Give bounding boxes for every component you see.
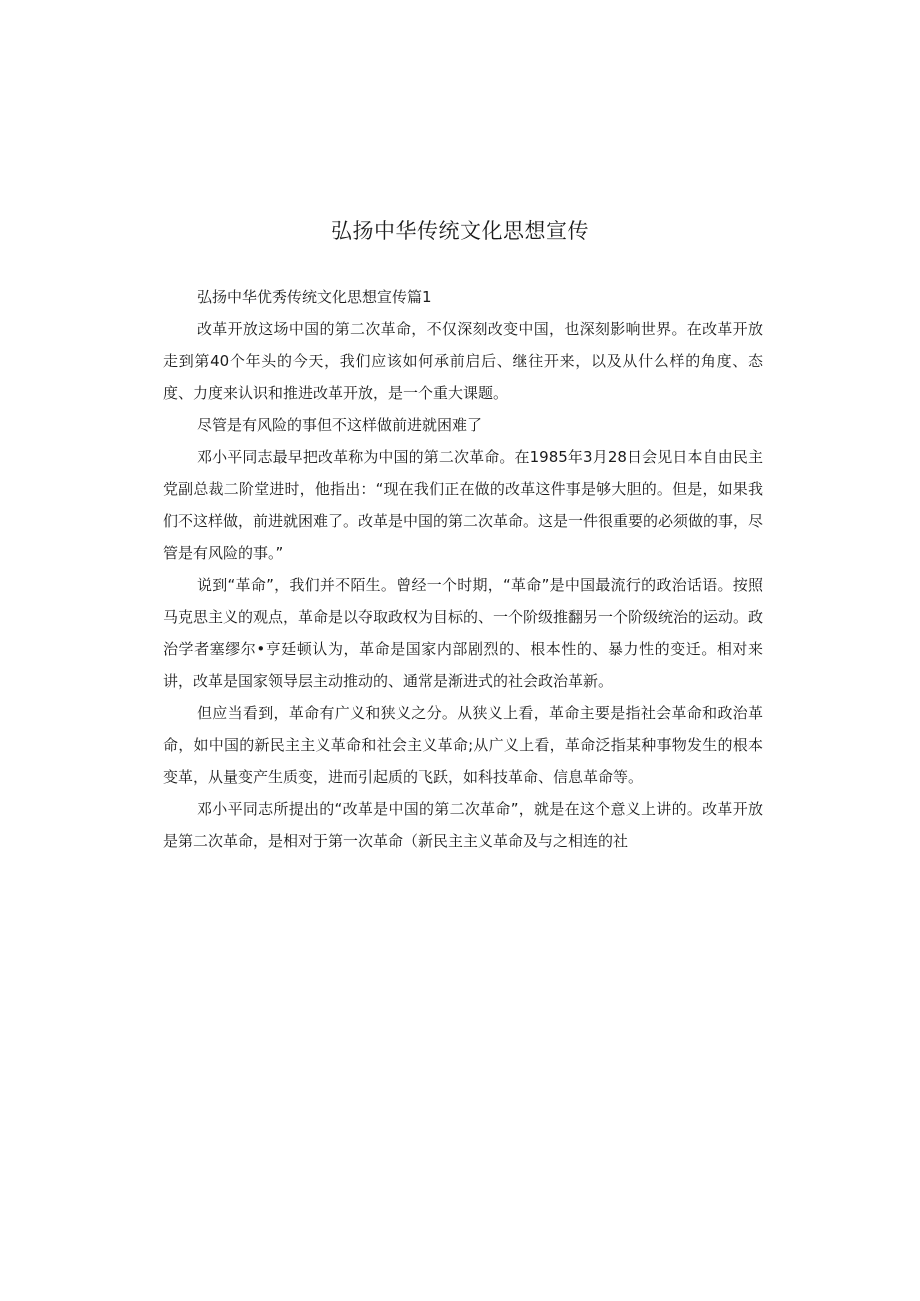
subheading: 尽管是有风险的事但不这样做前进就困难了 — [197, 416, 483, 434]
document-title: 弘扬中华传统文化思想宣传 — [331, 219, 589, 243]
paragraph: 说到“革命”，我们并不陌生。曾经一个时期，“革命”是中国最流行的政治话语。按照马克思主义的观点，革命是以夺取政权为目标的、一个阶级推翻另一个阶级统治的运动。政治学者塞缪尔•亨廷顿认为，革命是国家内部剧烈的、根本性的、暴力性的变迁。相对来讲，改革是国家领导层主动推动的、通常是渐进式的社会政治革新。 — [163, 576, 764, 690]
paragraph: 改革开放这场中国的第二次革命，不仅深刻改变中国，也深刻影响世界。在改革开放走到第40个年头的今天，我们应该如何承前启后、继往开来，以及从什么样的角度、态度、力度来认识和推进改革开放，是一个重大课题。 — [163, 320, 763, 402]
paragraph: 但应当看到，革命有广义和狭义之分。从狭义上看，革命主要是指社会革命和政治革命，如中国的新民主主义革命和社会主义革命;从广义上看，革命泛指某种事物发生的根本变革，从量变产生质变，进而引起质的飞跃，如科技革命、信息革命等。 — [163, 704, 763, 786]
section-heading: 弘扬中华优秀传统文化思想宣传篇1 — [197, 288, 432, 306]
paragraph: 邓小平同志所提出的“改革是中国的第二次革命”，就是在这个意义上讲的。改革开放是第二次革命，是相对于第一次革命（新民主主义革命及与之相连的社 — [163, 800, 763, 850]
document-body — [163, 281, 763, 857]
paragraph: 邓小平同志最早把改革称为中国的第二次革命。在1985年3月28日会见日本自由民主党副总裁二阶堂进时，他指出：“现在我们正在做的改革这件事是够大胆的。但是，如果我们不这样做，前进就困难了。改革是中国的第二次革命。这是一件很重要的必须做的事，尽管是有风险的事。” — [163, 448, 764, 562]
